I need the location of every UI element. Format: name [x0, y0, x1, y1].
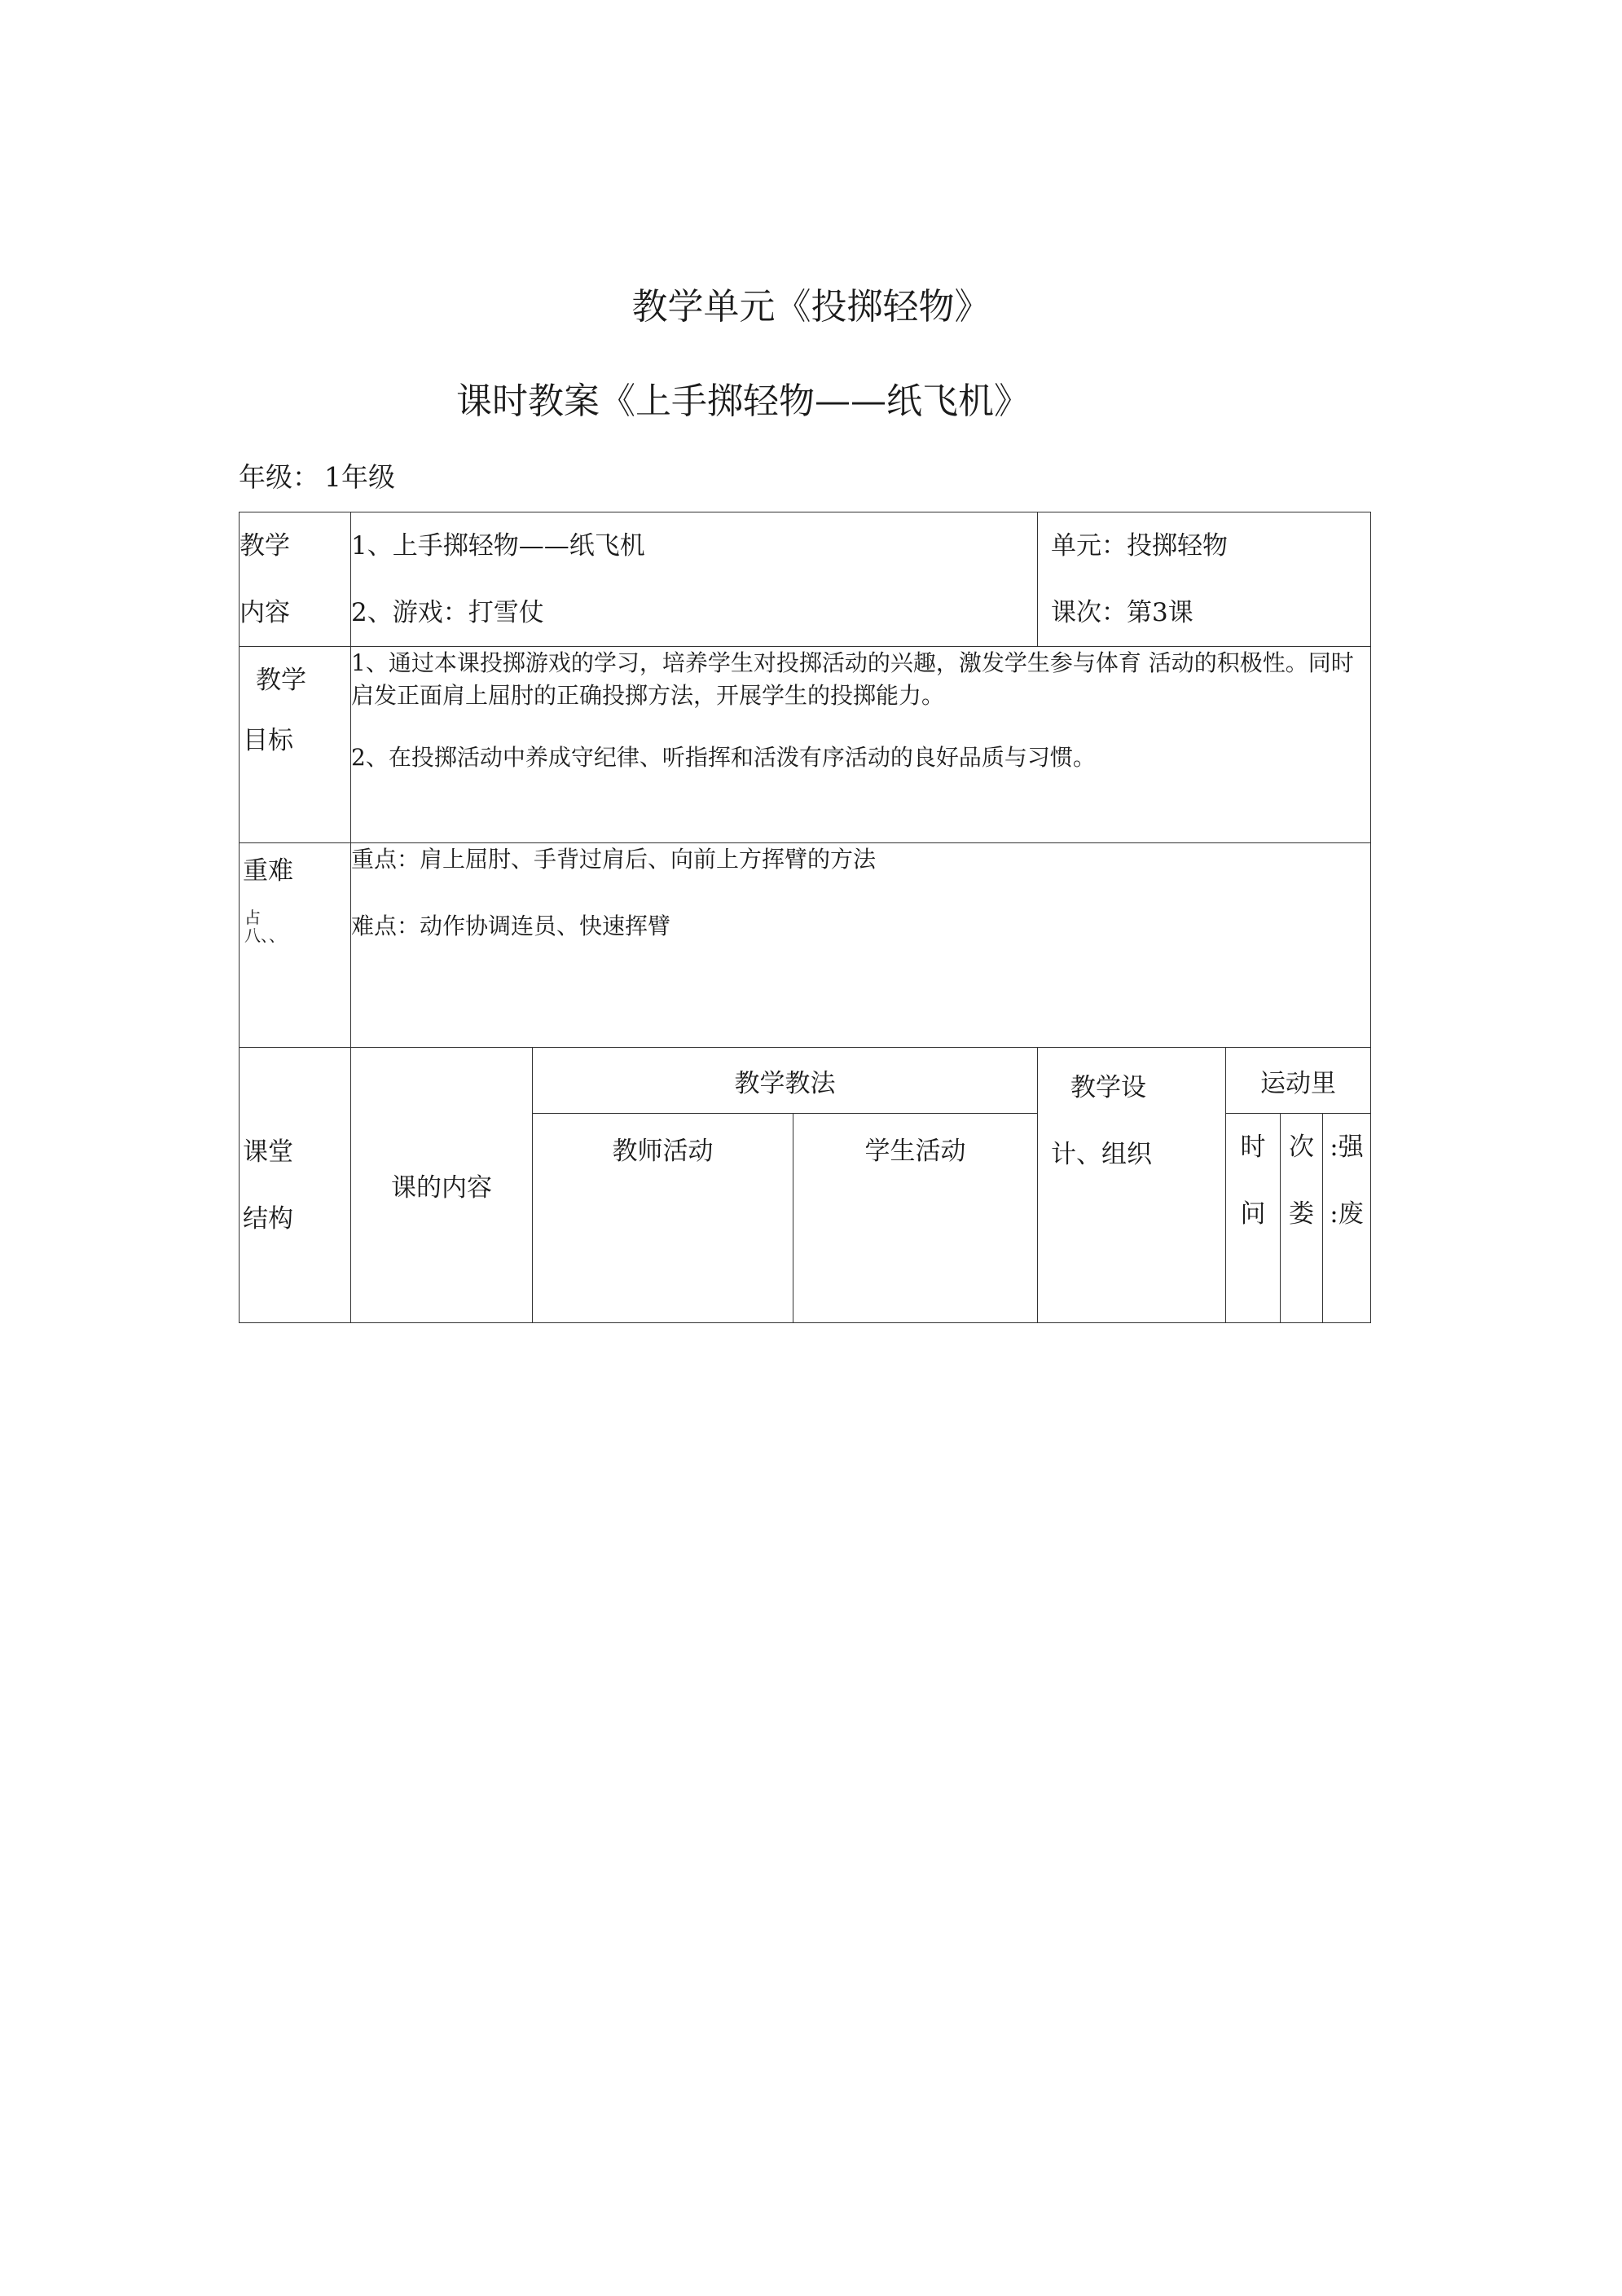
- intensity-header: :废: [1330, 1199, 1364, 1229]
- key-difficulty: 难点：动作协调连员、快速挥臂: [351, 913, 671, 939]
- objectives-label-cell: [240, 647, 351, 843]
- teacher-header: 教师活动: [612, 1137, 714, 1166]
- methods-header-cell: [533, 1048, 1038, 1114]
- content-row: [240, 512, 1371, 647]
- objectives-text-cell: [351, 647, 1371, 843]
- key-points-label-cell: [240, 843, 351, 1048]
- objectives-label: 目标: [243, 726, 293, 755]
- content-header: 课的内容: [391, 1173, 492, 1203]
- unit-name: 单元：投掷轻物: [1051, 531, 1228, 561]
- design-header-cell: [1038, 1048, 1226, 1323]
- count-header-cell: [1281, 1114, 1323, 1323]
- student-header: 学生活动: [864, 1137, 966, 1166]
- design-header: 教学设: [1070, 1073, 1146, 1102]
- intensity-header-cell: [1323, 1114, 1371, 1323]
- content-item: 1、上手掷轻物——纸飞机: [351, 531, 645, 561]
- objectives-row: [240, 647, 1371, 843]
- lesson-number: 课次：第3课: [1051, 598, 1193, 627]
- key-points-label: 占: [244, 908, 261, 927]
- exercise-header-cell: [1226, 1048, 1371, 1114]
- key-points-label: 重难: [243, 856, 293, 886]
- teacher-header-cell: [533, 1114, 793, 1323]
- structure-label: 课堂: [243, 1137, 293, 1167]
- time-header-cell: [1226, 1114, 1281, 1323]
- count-header: 娄: [1289, 1199, 1314, 1229]
- objective-item: 1、通过本课投掷游戏的学习，培养学生对投掷活动的兴趣，激发学生参与体育 活动的积极性。同时启发正面肩上屈肘的正确投掷方法，开展学生的投掷能力。: [351, 649, 1354, 709]
- unit-title: 教学单元《投掷轻物》: [631, 286, 991, 328]
- design-header: 计、组织: [1051, 1140, 1152, 1169]
- objectives-label: 教学: [256, 666, 306, 695]
- content-header-cell: [351, 1048, 533, 1323]
- grade-line: [239, 456, 400, 495]
- grade-label: 年级：: [239, 461, 319, 493]
- content-label-cell: [240, 512, 351, 647]
- structure-label-cell: [240, 1048, 351, 1323]
- structure-label: 结构: [243, 1203, 293, 1234]
- structure-header-row: [240, 1048, 1371, 1114]
- methods-header: 教学教法: [734, 1068, 836, 1098]
- content-label: 教学: [240, 531, 290, 561]
- content-items-cell: [351, 512, 1038, 647]
- key-points-row: [240, 843, 1371, 1048]
- lesson-title: 课时教案《上手掷轻物——纸飞机》: [456, 380, 1030, 422]
- count-header: 次: [1289, 1133, 1314, 1162]
- student-header-cell: [793, 1114, 1038, 1323]
- key-focus: 重点：肩上屈肘、手背过肩后、向前上方挥臂的方法: [351, 846, 877, 873]
- key-points-label: 八、、: [244, 926, 285, 945]
- time-header: 问: [1240, 1199, 1266, 1229]
- objective-item: 2、在投掷活动中养成守纪律、听指挥和活泼有序活动的良好品质与习惯。: [351, 744, 1096, 771]
- content-item: 2、游戏：打雪仗: [351, 598, 544, 627]
- unit-info-cell: [1038, 512, 1371, 647]
- grade-value: 1年级: [324, 461, 395, 493]
- exercise-header: 运动里: [1260, 1068, 1336, 1098]
- lesson-plan-table: [239, 512, 1371, 1323]
- time-header: 时: [1240, 1133, 1266, 1162]
- intensity-header: :强: [1330, 1133, 1364, 1162]
- content-label: 内容: [240, 598, 290, 627]
- key-points-text-cell: [351, 843, 1371, 1048]
